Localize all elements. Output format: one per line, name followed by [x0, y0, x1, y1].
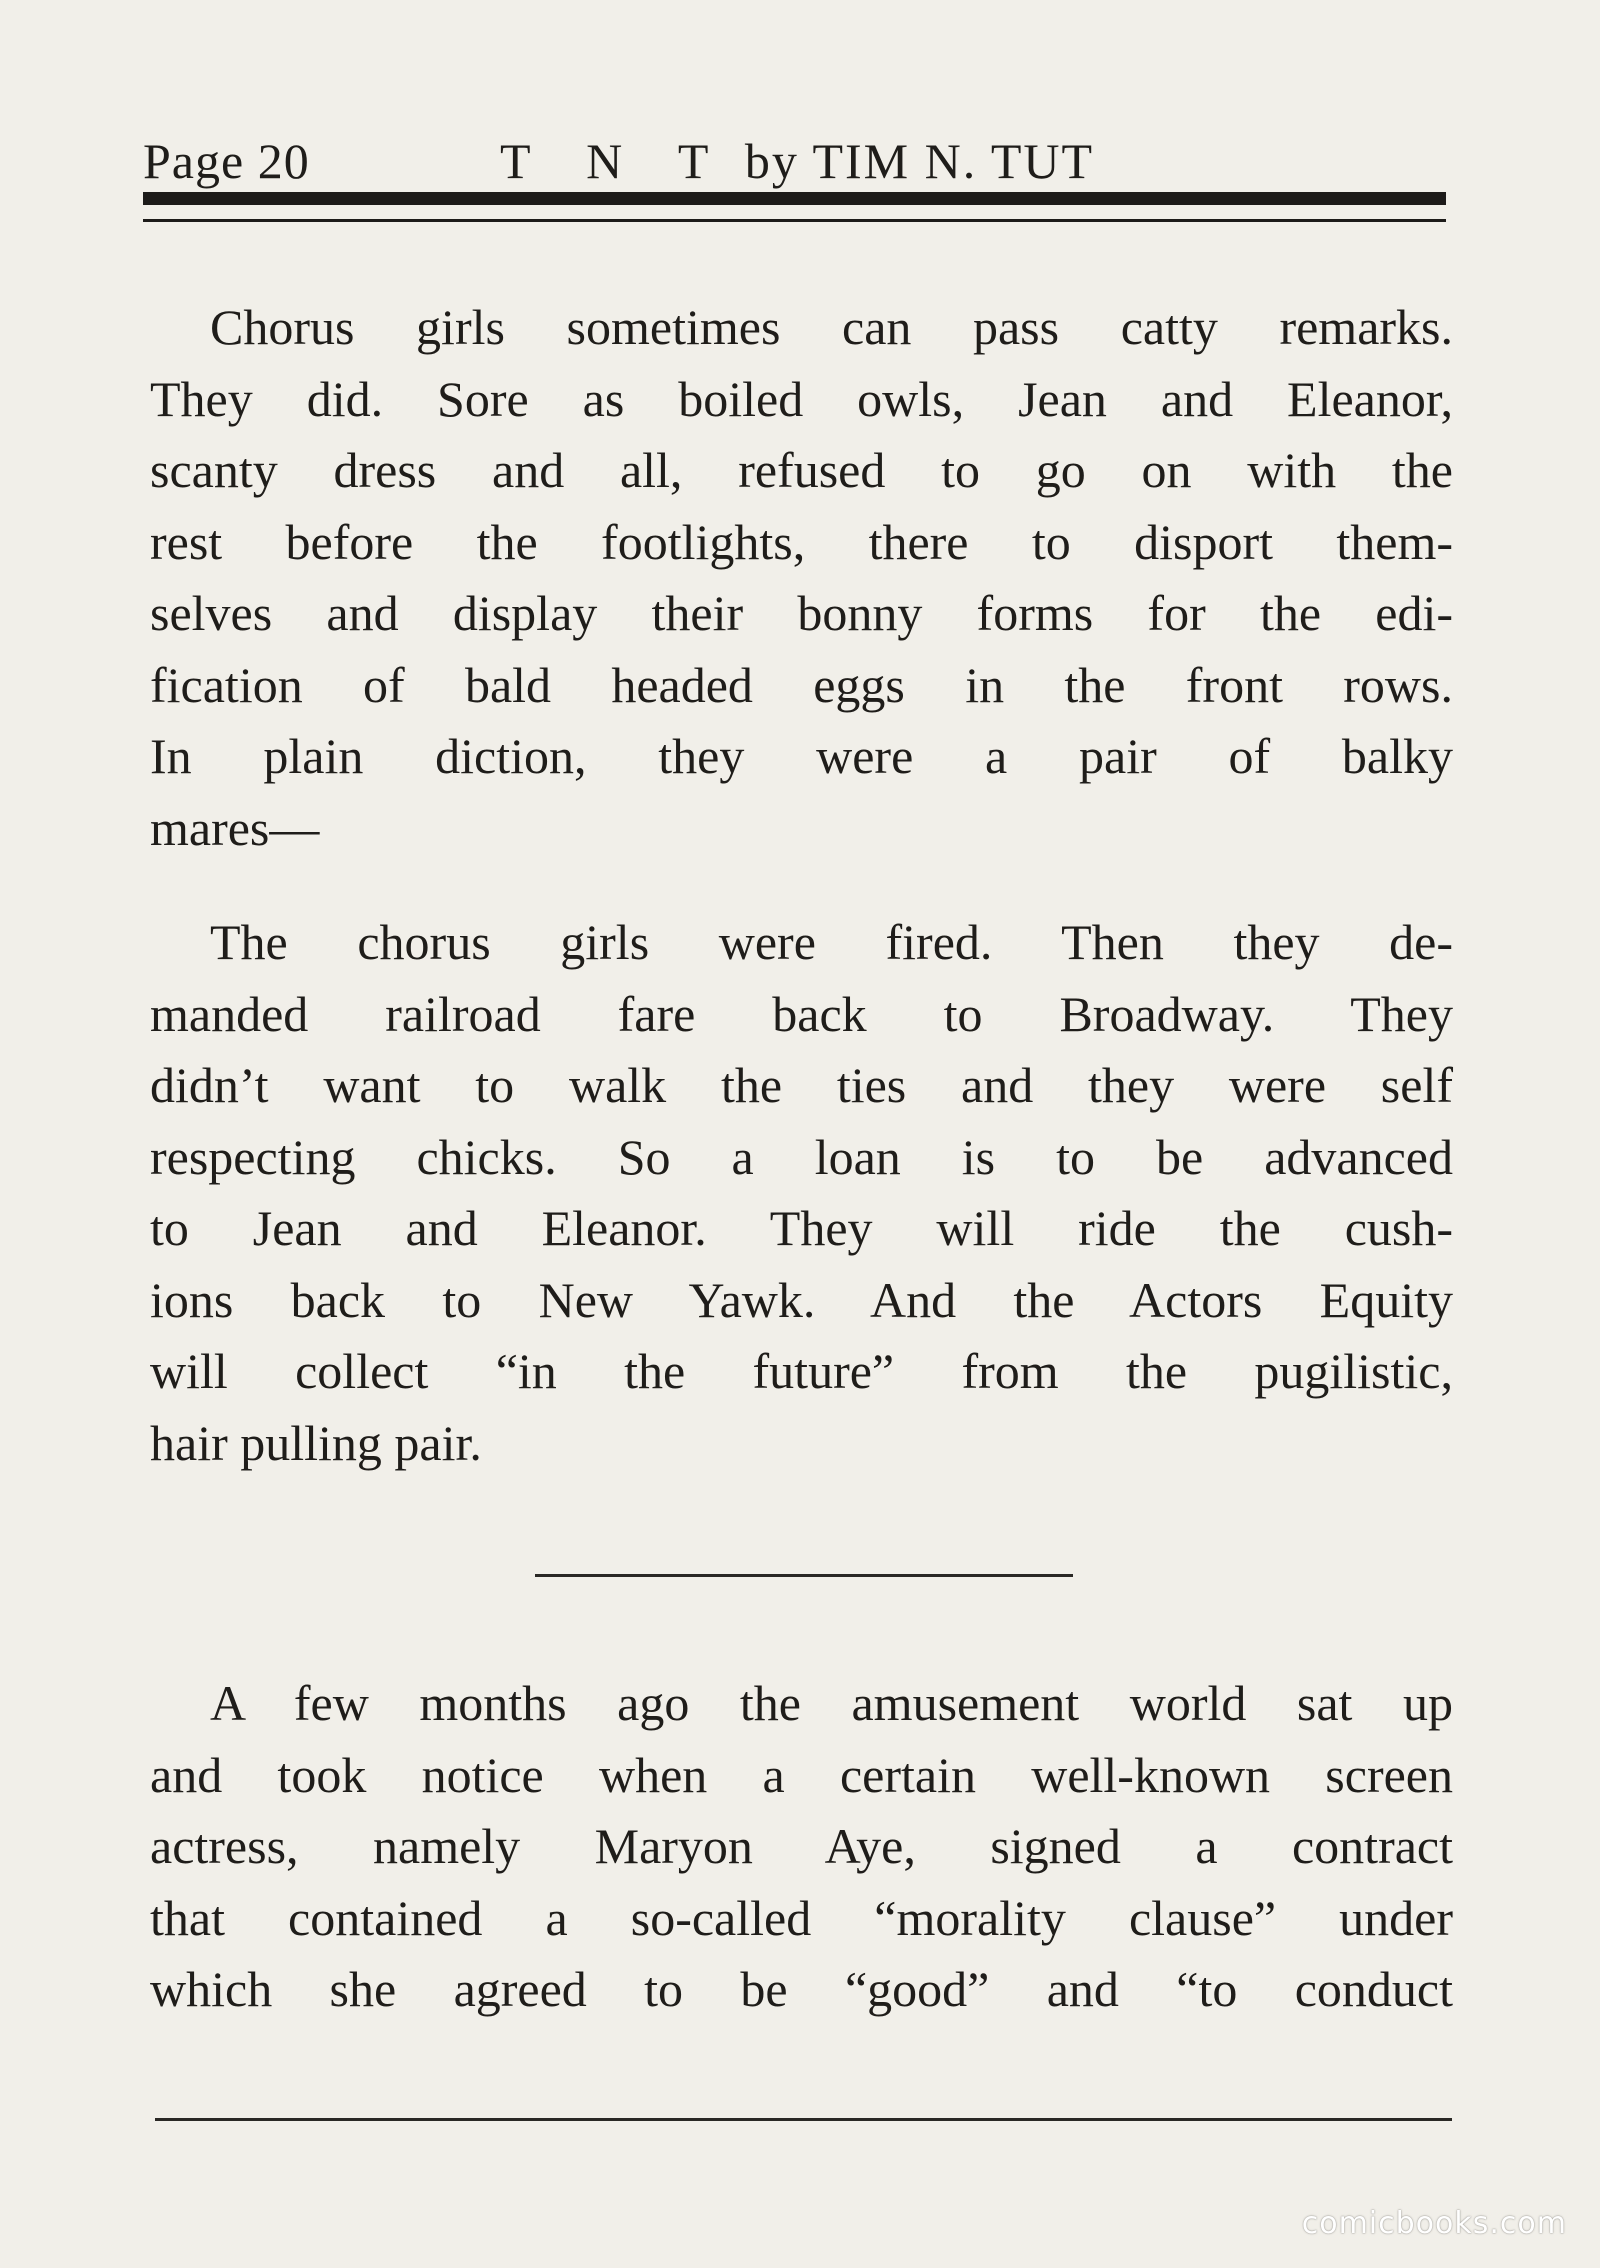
running-title [500, 132, 1094, 190]
text-line: rest before the footlights, there to disport them- [150, 513, 1453, 570]
section-separator [535, 1574, 1073, 1577]
text-line: respecting chicks. So a loan is to be advanced [150, 1128, 1453, 1185]
text-line: selves and display their bonny forms for the edi- [150, 585, 1453, 641]
text-line: that contained a so-called “morality clause” under [150, 1889, 1453, 1946]
text-line: will collect “in the future” from the pugilistic, [150, 1343, 1453, 1399]
text-line: hair pulling pair. [150, 1414, 482, 1471]
text-line: manded railroad fare back to Broadway. They [150, 985, 1453, 1042]
header-rule-thick [143, 192, 1446, 205]
text-line: scanty dress and all, refused to go on with the [150, 442, 1453, 498]
text-line: The chorus girls were fired. Then they de- [210, 914, 1453, 970]
text-line: actress, namely Maryon Aye, signed a contract [150, 1818, 1453, 1874]
text-line: They did. Sore as boiled owls, Jean and Eleanor, [150, 370, 1453, 427]
text-line: In plain diction, they were a pair of balky [150, 728, 1453, 784]
watermark: comicbooks.com [1301, 2206, 1567, 2241]
header-rule-thin [143, 219, 1446, 222]
text-line: mares— [150, 799, 320, 856]
title-byline: by TIM N. TUT [744, 133, 1095, 189]
text-line: and took notice when a certain well-known screen [150, 1746, 1453, 1803]
text-line: A few months ago the amusement world sat up [210, 1675, 1453, 1731]
text-line: to Jean and Eleanor. They will ride the cush- [150, 1200, 1453, 1256]
paragraph-chorus-girls [150, 292, 1453, 864]
text-line: ions back to New Yawk. And the Actors Equity [150, 1271, 1453, 1328]
text-line: fication of bald headed eggs in the front rows. [150, 656, 1453, 713]
text-line: didn’t want to walk the ties and they were self [150, 1057, 1453, 1113]
footer-rule [155, 2118, 1452, 2121]
text-line: which she agreed to be “good” and “to conduct [150, 1961, 1453, 2017]
title-tnt: T N T [500, 133, 731, 189]
page-number: Page 20 [143, 133, 310, 189]
text-line: Chorus girls sometimes can pass catty remarks. [210, 299, 1453, 355]
page-header [143, 132, 1443, 192]
paragraph-morality-clause [150, 1668, 1453, 2026]
paragraph-fired [150, 907, 1453, 1479]
